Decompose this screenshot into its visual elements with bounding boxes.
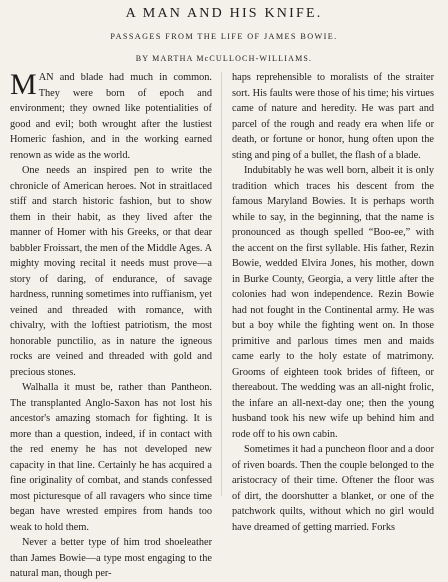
paragraph-5: haps reprehensible to moralists of the straiter sort. His faults were those of his time; his virtues came of nature and heredity. He was part and parcel of the rough and ready era when life or death, or fortune or honor, hung often upon the sting and ping of a bullet, the flash of a blade. [232, 72, 434, 161]
paragraph-text: AN and blade had much in common. They were born of epoch and environment; they owned like potentialities of good and evil; both wrought after the lustiest Homeric fashion, and in the working earned renown as wide as the world. [10, 72, 212, 161]
paragraph-2: One needs an inspired pen to write the chronicle of American heroes. Not in straitlaced stiff and starch historic fashion, but to show them in their habit, as they lived after the manner of Homer with his Greeks, or that dear babbler Froissart, the men of the Middle Ages. A mighty moving recital it needs must prove—a story of daring, of endurance, of savage hardness, running sometimes into ruffianism, yet veined and threaded with romance, with chivalry, with the loftiest patriotism, the most honorable punctilio, as in nature the igneous rocks are veined and threaded with gold and precious stones. [10, 165, 212, 378]
paragraph-4: Never a better type of him trod shoeleather than James Bowie—a type most engaging to the natural man, though per- [10, 537, 212, 579]
right-column [232, 70, 434, 535]
paragraph-1 [10, 70, 212, 163]
article-byline: BY MARTHA McCULLOCH-WILLIAMS. [135, 54, 313, 63]
drop-cap: M [10, 68, 37, 101]
paragraph-3: Walhalla it must be, rather than Pantheon. The transplanted Anglo-Saxon has not lost his ancestor's amazing stomach for fighting. It is more than a question, indeed, if in contact with the red enemy he has not developed new capacity in that line. Certainly he has acquired a fine originality of combat, and stands confessed most picturesque of all ravagers who since time began have wrested empires from hands too weak to hold them. [10, 382, 212, 533]
left-column [10, 70, 212, 582]
article-title: A MAN AND HIS KNIFE. [125, 6, 323, 21]
article-subtitle: PASSAGES FROM THE LIFE OF JAMES BOWIE. [110, 32, 338, 41]
column-divider [221, 72, 222, 496]
paragraph-7: Sometimes it had a puncheon floor and a door of riven boards. Then the couple belonged to the aristocracy of their time. Oftener the floor was of dirt, the doorshutter a blanket, or one of the patchwork quilts, without which no girl would have dreamed of getting married. Forks [232, 444, 434, 533]
paragraph-6: Indubitably he was well born, albeit it is only tradition which traces his descent from the famous Maryland Bowies. It is perhaps worth while to say, in the beginning, that the name is pronounced as though spelled “Boo-ee,” with the accent on the first syllable. His father, Rezin Bowie, wedded Elvira Jones, his mother, down in Burke County, Georgia, a very little after the colonies had won independence. Rezin Bowie had not fought in the Continental army. He was but a boy while the fighting went on. In those primitive and parlous times men and maids came early to the holy estate of matrimony. Grooms of eighteen took brides of fifteen, or thereabout. The wedding was an all-night frolic, the infare an all-next-day one; then the young husband took his new wife up behind him and rode off to his own cabin. [232, 165, 434, 440]
